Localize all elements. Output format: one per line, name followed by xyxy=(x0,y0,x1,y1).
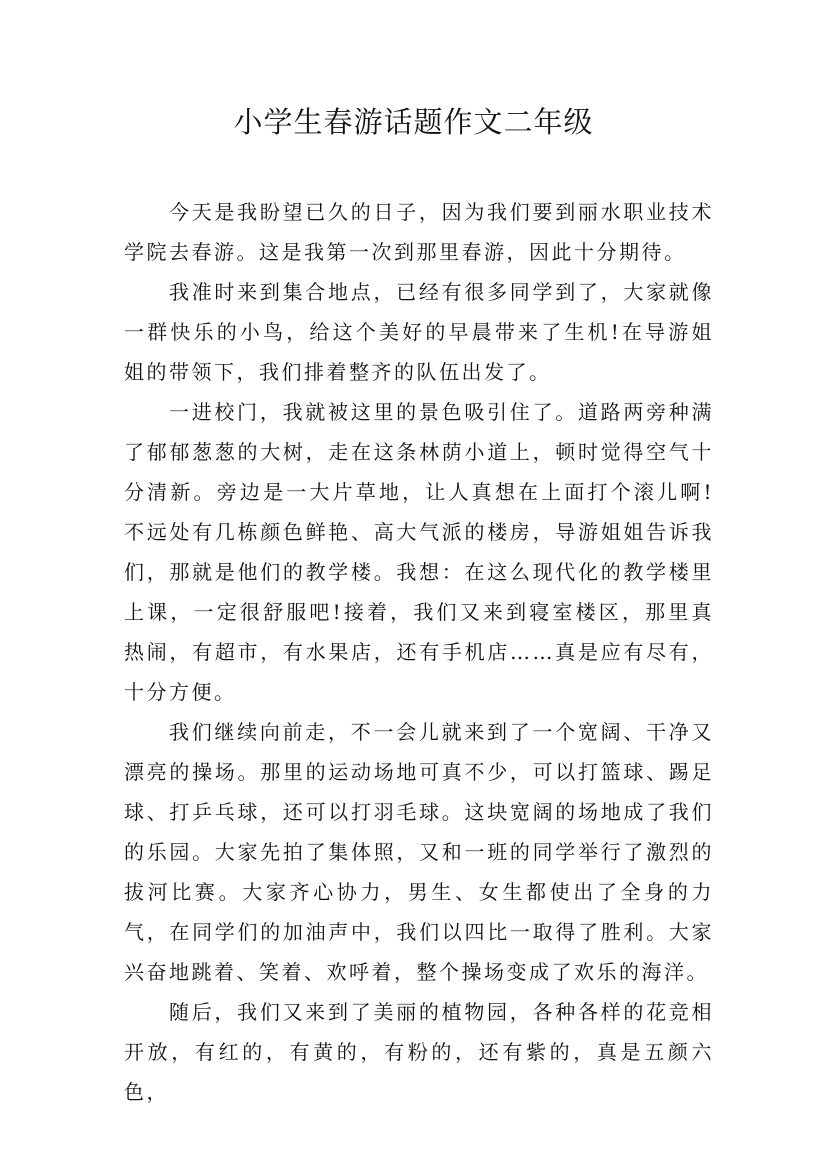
paragraph: 一进校门，我就被这里的景色吸引住了。道路两旁种满了郁郁葱葱的大树，走在这条林荫小道上，顿时觉得空气十分清新。旁边是一大片草地，让人真想在上面打个滚儿啊!不远处有几栋颜色鲜艳、高大气派的楼房，导游姐姐告诉我们，那就是他们的教学楼。我想：在这么现代化的教学楼里上课，一定很舒服吧!接着，我们又来到寝室楼区，那里真热闹，有超市，有水果店，还有手机店……真是应有尽有，十分方便。 xyxy=(124,400,714,704)
page-title: 小学生春游话题作文二年级 xyxy=(233,105,594,139)
paragraph: 我准时来到集合地点，已经有很多同学到了，大家就像一群快乐的小鸟，给这个美好的早晨带来了生机!在导游姐姐的带领下，我们排着整齐的队伍出发了。 xyxy=(124,280,714,384)
paragraph: 今天是我盼望已久的日子，因为我们要到丽水职业技术学院去春游。这是我第一次到那里春游，因此十分期待。 xyxy=(124,200,714,264)
paragraph: 随后，我们又来到了美丽的植物园，各种各样的花竞相开放，有红的，有黄的，有粉的，还有紫的，真是五颜六色， xyxy=(124,1000,714,1104)
essay-body xyxy=(124,192,714,1112)
paragraph: 我们继续向前走，不一会儿就来到了一个宽阔、干净又漂亮的操场。那里的运动场地可真不少，可以打篮球、踢足球、打乒乓球，还可以打羽毛球。这块宽阔的场地成了我们的乐园。大家先拍了集体照，又和一班的同学举行了激烈的拔河比赛。大家齐心协力，男生、女生都使出了全身的力气，在同学们的加油声中，我们以四比一取得了胜利。大家兴奋地跳着、笑着、欢呼着，整个操场变成了欢乐的海洋。 xyxy=(124,720,714,984)
